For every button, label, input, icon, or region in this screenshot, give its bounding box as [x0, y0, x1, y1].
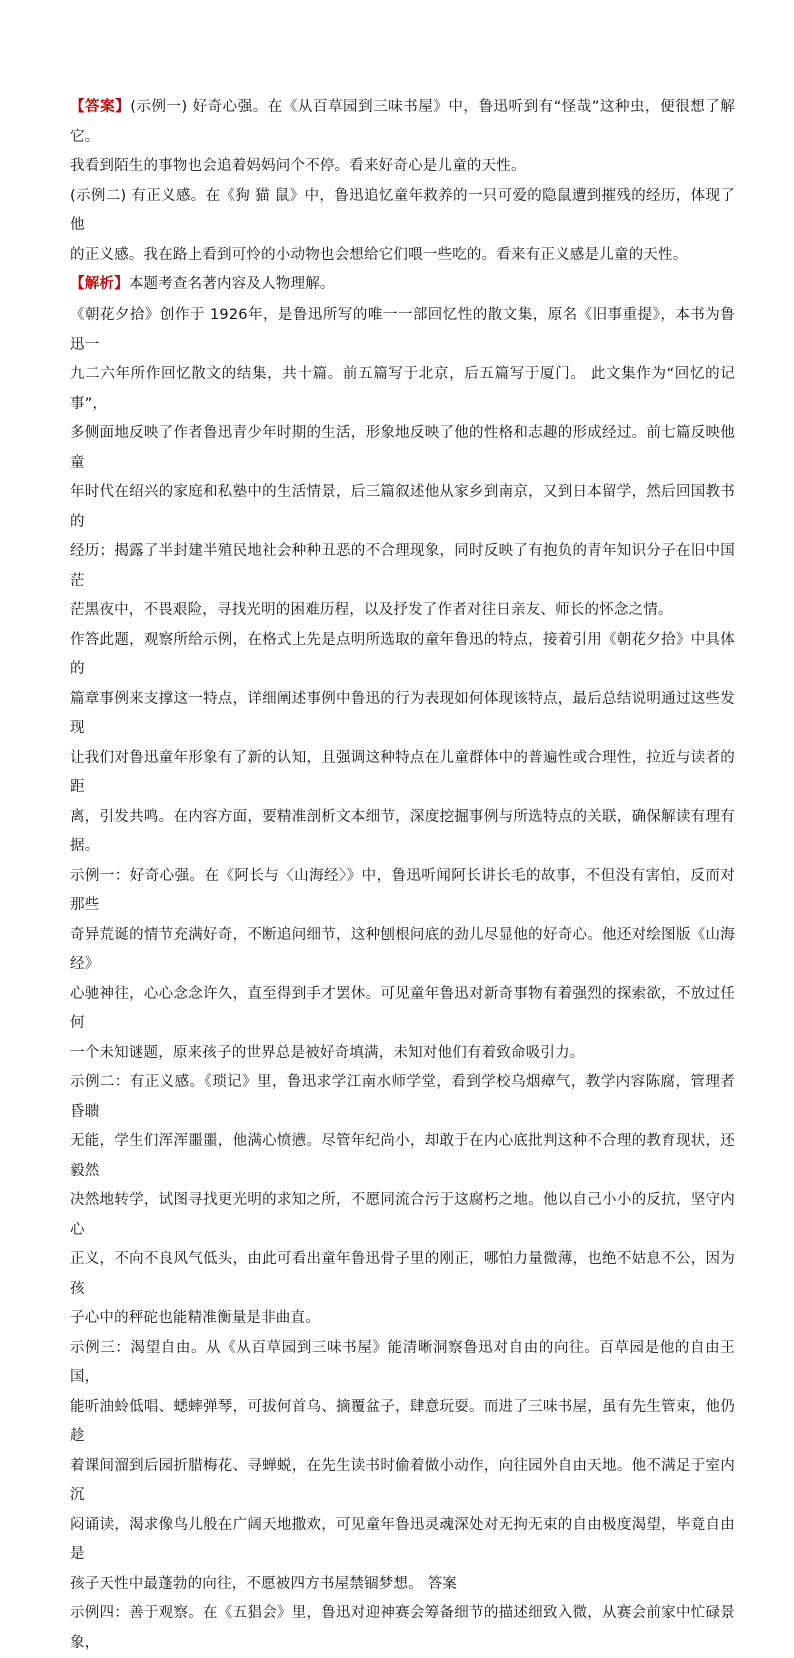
analysis-line: 奇异荒诞的情节充满好奇，不断追问细节，这种刨根问底的劲儿尽显他的好奇心。他还对绘图版《山海经》 [70, 926, 735, 972]
analysis-line: 闷诵读，渴求像鸟儿般在广阔天地撒欢，可见童年鲁迅灵魂深处对无拘无束的自由极度渴望，毕竟自由是 [70, 1516, 735, 1562]
analysis-line: 心驰神往，心心念念许久，直至得到手才罢休。可见童年鲁迅对新奇事物有着强烈的探索欲，不放过任何 [70, 985, 735, 1031]
analysis-line: 篇章事例来支撑这一特点，详细阐述事例中鲁迅的行为表现如何体现该特点，最后总结说明通过这些发现 [70, 690, 735, 736]
analysis-line: 年时代在绍兴的家庭和私塾中的生活情景，后三篇叙述他从家乡到南京，又到日本留学，然后回国教书的 [70, 484, 735, 530]
analysis-line: 多侧面地反映了作者鲁迅青少年时期的生活，形象地反映了他的性格和志趣的形成经过。前七篇反映他童 [70, 425, 735, 471]
answer-line-3: (示例二) 有正义感。在《狗 猫 鼠》中，鲁迅追忆童年救养的一只可爱的隐鼠遭到摧残的经历，体现了他 [70, 187, 735, 233]
analysis-line-1 [70, 270, 735, 300]
analysis-line: 孩子天性中最蓬勃的向往，不愿被四方书屋禁锢梦想。 答案 [70, 1575, 458, 1592]
analysis-intro: 本题考查名著内容及人物理解。 [128, 276, 335, 292]
analysis-line: 《朝花夕拾》创作于 1926年，是鲁迅所写的唯一一部回忆性的散文集，原名《旧事重提》，本书为鲁迅一 [70, 307, 735, 353]
analysis-line: 无能，学生们浑浑噩噩，他满心愤懑。尽管年纪尚小，却敢于在内心底批判这种不合理的教育现状，还毅然 [70, 1133, 735, 1179]
analysis-line: 正义，不向不良风气低头，由此可看出童年鲁迅骨子里的刚正，哪怕力量微薄，也绝不姑息不公，因为孩 [70, 1251, 735, 1297]
analysis-line: 示例三：渴望自由。从《从百草园到三味书屋》能清晰洞察鲁迅对自由的向往。百草园是他的自由王国， [70, 1339, 735, 1385]
analysis-line: 离，引发共鸣。在内容方面，要精准剖析文本细节，深度挖掘事例与所选特点的关联，确保解读有理有据。 [70, 808, 735, 854]
analysis-line: 作答此题，观察所给示例，在格式上先是点明所选取的童年鲁迅的特点，接着引用《朝花夕拾》中具体的 [70, 631, 735, 677]
analysis-line: 示例一：好奇心强。在《阿长与〈山海经〉》中，鲁迅听闻阿长讲长毛的故事，不但没有害怕，反而对那些 [70, 867, 735, 913]
analysis-line: 经历；揭露了半封建半殖民地社会种种丑恶的不合理现象，同时反映了有抱负的青年知识分子在旧中国茫 [70, 543, 735, 589]
answer-label: 【答案】 [70, 99, 131, 115]
analysis-line: 一个未知谜题，原来孩子的世界总是被好奇填满，未知对他们有着致命吸引力。 [70, 1044, 585, 1061]
analysis-line: 决然地转学，试图寻找更光明的求知之所，不愿同流合污于这腐朽之地。他以自己小小的反抗，坚守内心 [70, 1192, 735, 1238]
analysis-line: 九二六年所作回忆散文的结集，共十篇。前五篇写于北京，后五篇写于厦门。 此文集作为“回忆的记事”， [70, 366, 735, 412]
analysis-line: 示例四：善于观察。在《五猖会》里，鲁迅对迎神赛会筹备细节的描述细致入微，从赛会前家中忙碌景象， [70, 1605, 735, 1651]
analysis-line: 让我们对鲁迅童年形象有了新的认知，且强调这种特点在儿童群体中的普遍性或合理性，拉近与读者的距 [70, 749, 735, 795]
analysis-line: 着课间溜到后园折腊梅花、寻蝉蜕，在先生读书时偷着做小动作，向往园外自由天地。他不满足于室内沉 [70, 1457, 735, 1503]
analysis-line: 能听油蛉低唱、蟋蟀弹琴，可拔何首乌、摘覆盆子，肆意玩耍。而进了三味书屋，虽有先生管束，他仍趁 [70, 1398, 735, 1444]
analysis-line: 示例二：有正义感。《琐记》里，鲁迅求学江南水师学堂，看到学校乌烟瘴气，教学内容陈腐，管理者昏聩 [70, 1074, 735, 1120]
analysis-line: 茫黑夜中，不畏艰险，寻找光明的困难历程，以及抒发了作者对往日亲友、师长的怀念之情。 [70, 602, 673, 618]
answer-line-2: 我看到陌生的事物也会追着妈妈问个不停。看来好奇心是儿童的天性。 [70, 158, 526, 174]
analysis-line: 子心中的秤砣也能精准衡量是非曲直。 [70, 1310, 320, 1326]
answer-text: (示例一) 好奇心强。在《从百草园到三味书屋》中，鲁迅听到有“怪哉”这种虫，便很想了解它。 [70, 99, 735, 145]
analysis-label: 【解析】 [70, 276, 129, 292]
answer-line-1 [70, 93, 735, 152]
document-body [70, 93, 735, 1658]
answer-line-4: 的正义感。我在路上看到可怜的小动物也会想给它们喂一些吃的。看来有正义感是儿童的天性。 [70, 246, 688, 263]
